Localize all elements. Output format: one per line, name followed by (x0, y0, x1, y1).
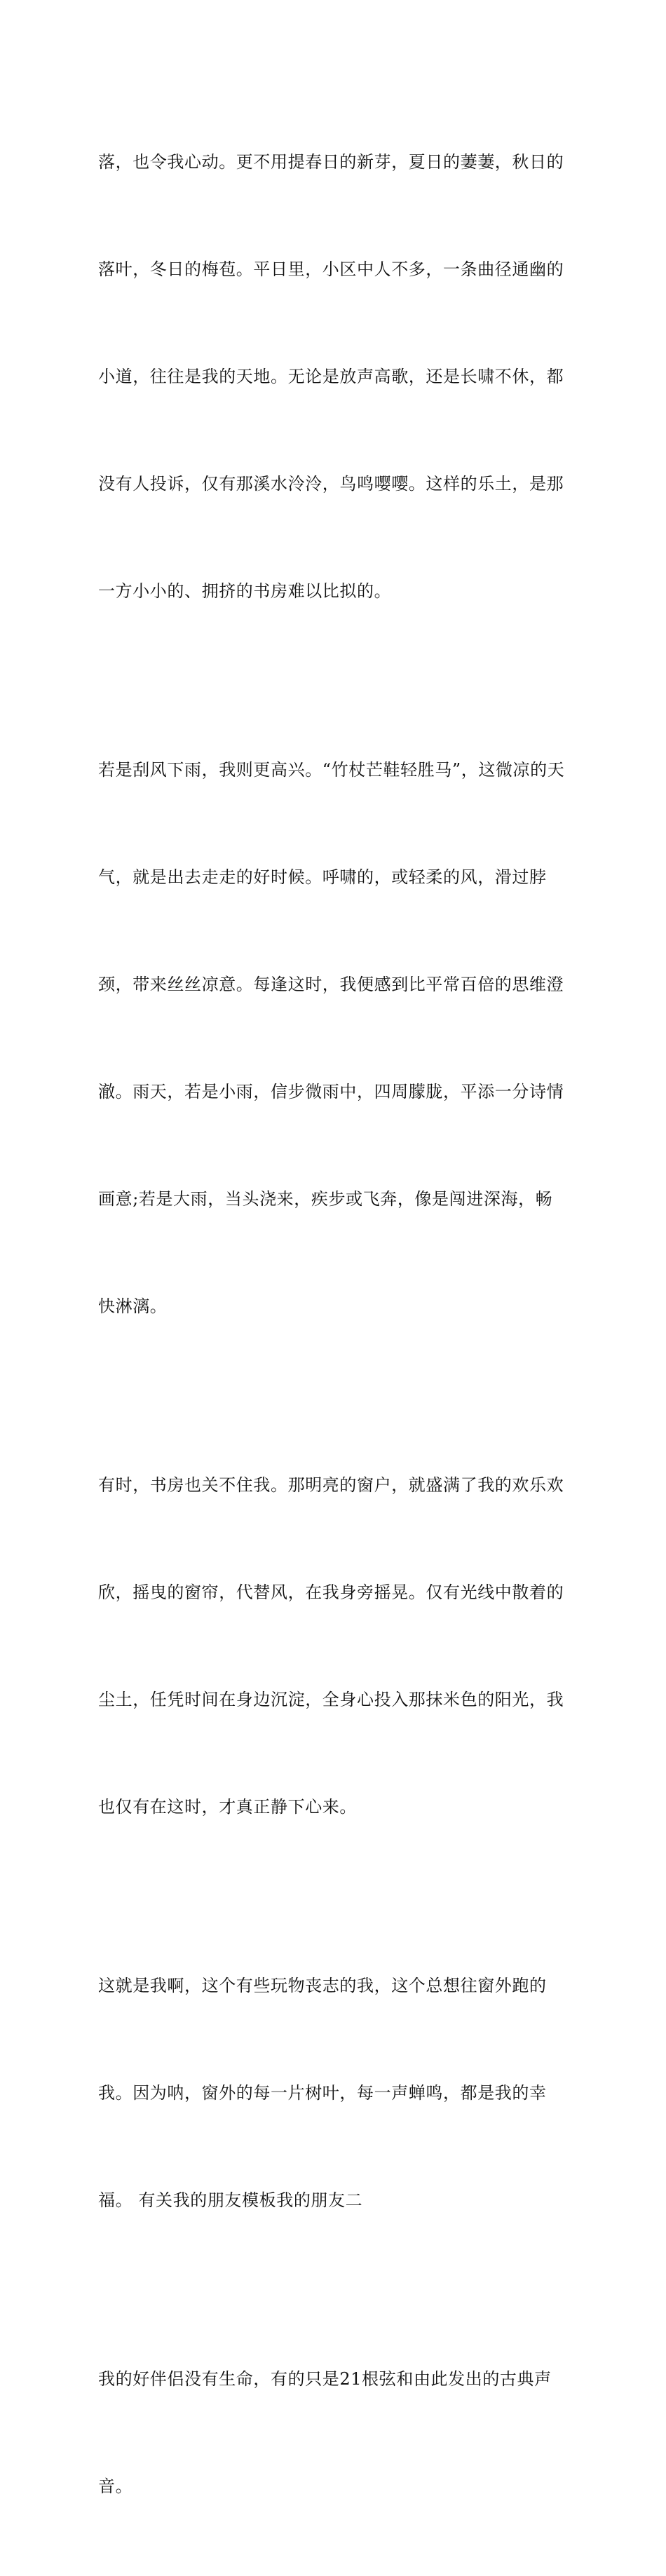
document-body (98, 73, 569, 2576)
text-line: 我的好伴侣没有生命，有的只是21根弦和由此发出的古典声 (98, 2369, 552, 2389)
text-line: 没有人投诉，仅有那溪水泠泠，鸟鸣嘤嘤。这样的乐土，是那 (98, 474, 564, 494)
text-line: 尘土，任凭时间在身边沉淀，全身心投入那抹米色的阳光，我 (98, 1690, 564, 1709)
text-line: 一方小小的、拥挤的书房难以比拟的。 (98, 581, 392, 601)
text-line: 这就是我啊，这个有些玩物丧志的我，这个总想往窗外跑的 (98, 1976, 547, 1995)
text-line: 颈，带来丝丝凉意。每逢这时，我便感到比平常百倍的思维澄 (98, 975, 564, 994)
text-line: 落，也令我心动。更不用提春日的新芽，夏日的萋萋，秋日的 (98, 152, 564, 172)
text-line: 快淋漓。 (98, 1296, 168, 1316)
text-line: 福。 有关我的朋友模板我的朋友二 (98, 2190, 363, 2210)
text-line: 澈。雨天，若是小雨，信步微雨中，四周朦胧，平添一分诗情 (98, 1082, 564, 1101)
text-line: 画意;若是大雨，当头浇来，疾步或飞奔，像是闯进深海，畅 (98, 1189, 553, 1209)
text-line: 我。因为呐，窗外的每一片树叶，每一声蝉鸣，都是我的幸 (98, 2083, 547, 2103)
paragraph-2 (98, 681, 569, 1396)
paragraph-5 (98, 2290, 569, 2576)
text-line: 落叶，冬日的梅苞。平日里，小区中人不多，一条曲径通幽的 (98, 259, 564, 279)
paragraph-1 (98, 73, 569, 681)
text-line: 小道，往往是我的天地。无论是放声高歌，还是长啸不休，都 (98, 367, 564, 386)
text-line: 有时，书房也关不住我。那明亮的窗户，就盛满了我的欢乐欢 (98, 1475, 564, 1495)
text-line: 气，就是出去走走的好时候。呼啸的，或轻柔的风，滑过脖 (98, 867, 547, 887)
text-line: 也仅有在这时，才真正静下心来。 (98, 1797, 357, 1817)
text-line: 音。 (98, 2476, 133, 2496)
paragraph-3 (98, 1396, 569, 1897)
paragraph-4 (98, 1897, 569, 2290)
text-line: 若是刮风下雨，我则更高兴。“竹杖芒鞋轻胜马”，这微凉的天 (98, 760, 565, 780)
text-line: 欣，摇曳的窗帘，代替风，在我身旁摇晃。仅有光线中散着的 (98, 1582, 564, 1602)
